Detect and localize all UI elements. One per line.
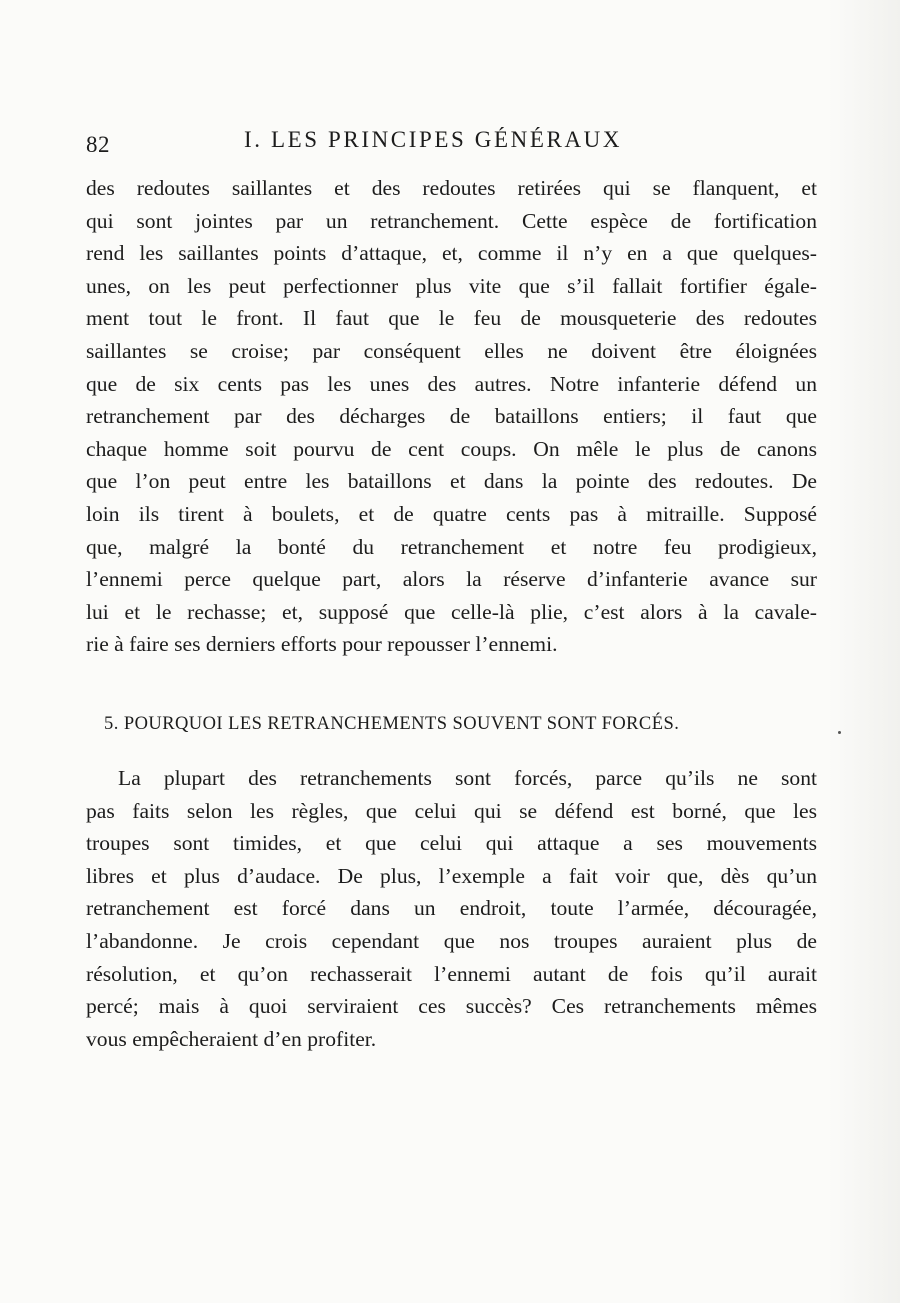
text-line: résolution, et qu’on rechasserait l’ennemi autant de fois qu’il aurait [86, 961, 817, 986]
text-line: vous empêcheraient d’en profiter. [86, 1026, 377, 1051]
text-line: unes, on les peut perfectionner plus vite que s’il fallait fortifier égale- [86, 273, 817, 298]
text-line: chaque homme soit pourvu de cent coups. On mêle le plus de canons [86, 436, 817, 461]
print-speck [838, 731, 841, 734]
text-line: ment tout le front. Il faut que le feu de mousqueterie des redoutes [86, 306, 817, 331]
text-line: lui et le rechasse; et, supposé que celle-là plie, c’est alors à la cavale- [86, 599, 817, 624]
text-line: loin ils tirent à boulets, et de quatre cents pas à mitraille. Supposé [86, 501, 817, 526]
text-line: que de six cents pas les unes des autres. Notre infanterie défend un [86, 371, 817, 396]
text-line: rie à faire ses derniers efforts pour repousser l’ennemi. [86, 632, 558, 657]
running-head [86, 124, 816, 164]
text-line: que, malgré la bonté du retranchement et notre feu prodigieux, [86, 534, 817, 559]
section-heading: 5. POURQUOI LES RETRANCHEMENTS SOUVENT SONT FORCÉS. [104, 714, 680, 734]
running-title: I. LES PRINCIPES GÉNÉRAUX [244, 127, 623, 152]
text-line: percé; mais à quoi serviraient ces succès? Ces retranchements mêmes [86, 994, 817, 1019]
text-line: l’abandonne. Je crois cependant que nos troupes auraient plus de [86, 928, 817, 953]
text-line: La plupart des retranchements sont forcés, parce qu’ils ne sont [118, 766, 817, 790]
text-line: pas faits selon les règles, que celui qui se défend est borné, que les [86, 798, 817, 823]
paragraph-1 [86, 172, 817, 661]
text-line: rend les saillantes points d’attaque, et, comme il n’y en a que quelques- [86, 241, 817, 266]
text-line: des redoutes saillantes et des redoutes retirées qui se flanquent, et [86, 176, 817, 200]
text-line: troupes sont timides, et que celui qui attaque a ses mouvements [86, 831, 817, 856]
page-number: 82 [86, 132, 110, 157]
text-line: que l’on peut entre les bataillons et dans la pointe des redoutes. De [86, 469, 817, 494]
text-line: l’ennemi perce quelque part, alors la réserve d’infanterie avance sur [86, 567, 817, 592]
text-line: retranchement par des décharges de bataillons entiers; il faut que [86, 404, 817, 429]
text-line: retranchement est forcé dans un endroit, toute l’armée, découragée, [86, 896, 817, 921]
paragraph-2 [86, 762, 817, 1055]
text-line: saillantes se croise; par conséquent elles ne doivent être éloignées [86, 338, 817, 363]
text-line: qui sont jointes par un retranchement. Cette espèce de fortification [86, 208, 817, 233]
text-line: libres et plus d’audace. De plus, l’exemple a fait voir que, dès qu’un [86, 863, 817, 888]
